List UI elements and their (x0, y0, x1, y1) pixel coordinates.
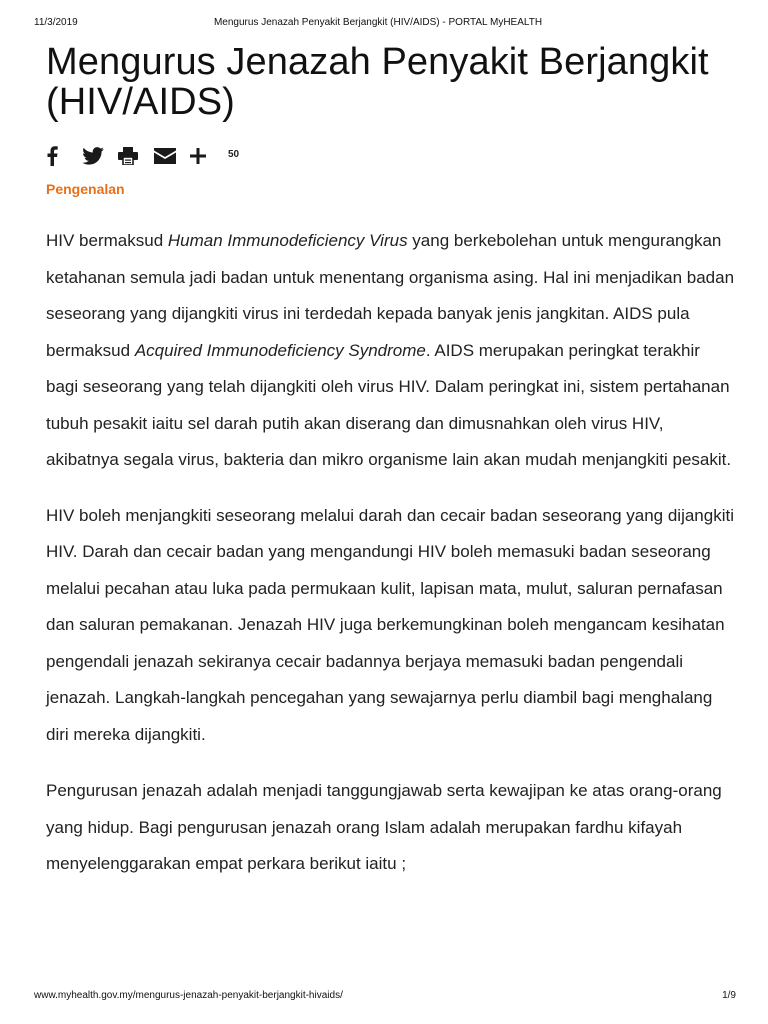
paragraph-1-text-b: yang berkebolehan untuk mengurangkan ketahanan semula jadi badan untuk menentang organisma asing. Hal ini menjadikan badan seseorang yang dijangkiti virus ini terdedah kepada banyak jenis jangkitan. AIDS pula bermaksud (46, 231, 735, 360)
print-url: www.myhealth.gov.my/mengurus-jenazah-penyakit-berjangkit-hivaids/ (34, 990, 343, 1001)
paragraph-1-text-c: . AIDS merupakan peringkat terakhir bagi seseorang yang telah dijangkiti oleh virus HIV. Dalam peringkat ini, sistem pertahanan tubuh pesakit iaitu sel darah putih akan diserang dan dimusnahkan oleh virus HIV, akibatnya segala virus, bakteria dan mikro organisme lain akan mudah menjangkiti pesakit. (46, 340, 732, 469)
paragraph-3: Pengurusan jenazah adalah menjadi tanggungjawab serta kewajipan ke atas orang-orang yang hidup. Bagi pengurusan jenazah orang Islam adalah merupakan fardhu kifayah menyelenggarakan empat perkara berikut iaitu ; (46, 781, 722, 873)
plus-icon (190, 148, 206, 164)
page-number: 1/9 (722, 990, 736, 1001)
share-count: 50 (228, 149, 240, 160)
print-page-title: Mengurus Jenazah Penyakit Berjangkit (HIV/AIDS) - PORTAL MyHEALTH (213, 17, 543, 28)
paragraph-1-term-hiv: Human Immunodeficiency Virus (167, 231, 408, 250)
twitter-icon (82, 147, 104, 165)
share-bar (46, 142, 736, 170)
print-date: 11/3/2019 (34, 17, 78, 28)
print-share-button[interactable] (118, 142, 154, 170)
email-share-button[interactable] (154, 142, 190, 170)
print-icon (118, 147, 138, 165)
section-label: Pengenalan (46, 181, 125, 197)
paragraph-1-text-a: HIV bermaksud (46, 231, 168, 250)
article (46, 42, 736, 883)
more-share-button[interactable] (190, 142, 226, 170)
email-icon (154, 148, 176, 164)
article-title: Mengurus Jenazah Penyakit Berjangkit (HIV/AIDS) (46, 41, 709, 123)
print-footer (34, 990, 736, 1004)
paragraph-1-term-aids: Acquired Immunodeficiency Syndrome (134, 340, 426, 360)
facebook-share-button[interactable] (46, 142, 82, 170)
print-header (34, 17, 722, 31)
paragraph-2: HIV boleh menjangkiti seseorang melalui darah dan cecair badan seseorang yang dijangkiti HIV. Darah dan cecair badan yang mengandungi HIV boleh memasuki badan seseorang melalui pecahan atau luka pada permukaan kulit, lapisan mata, mulut, saluran pernafasan dan saluran pemakanan. Jenazah HIV juga berkemungkinan boleh mengancam kesihatan pengendali jenazah sekiranya cecair badannya berjaya memasuki badan pengendali jenazah. Langkah-langkah pencegahan yang sewajarnya perlu diambil bagi menghalang diri mereka dijangkiti. (46, 505, 734, 744)
facebook-icon (46, 146, 58, 166)
paragraph-1 (46, 223, 736, 479)
twitter-share-button[interactable] (82, 142, 118, 170)
